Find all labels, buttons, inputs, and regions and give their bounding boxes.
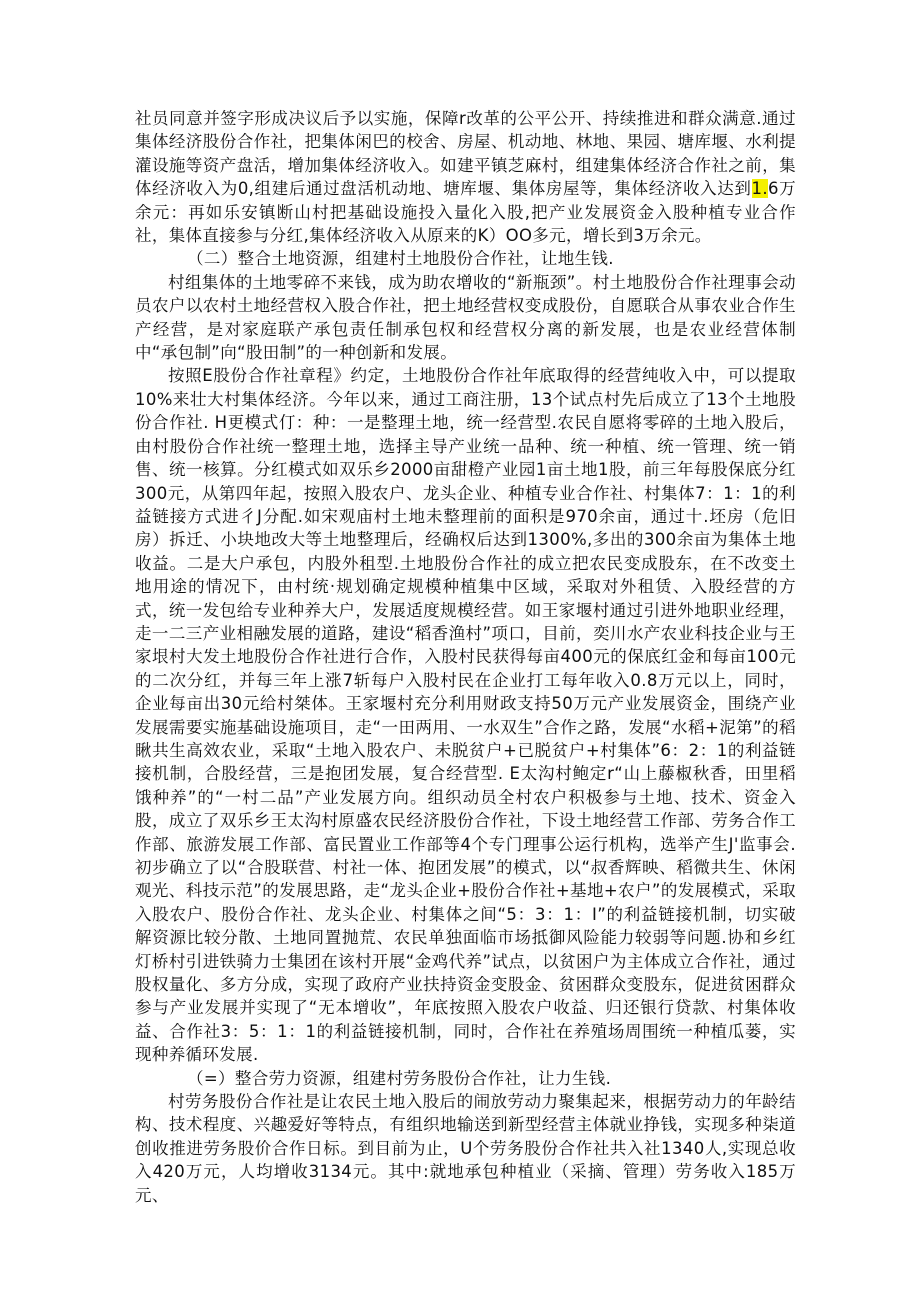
paragraph-3: 按照E股份合作社章程》约定，土地股份合作社年底取得的经营纯收入中，可以提取10%来壮大村集体经济。今年以来，通过工商注册，13个试点村先后成立了13个土地股份合作社. H更模式仃：种：一是整理土地，统一经营型.农民自愿将零碎的土地入股后，由村股份合作社统一整理土地，选择主导产业统一品种、统一种植、统一管理、统一销售、统一核算。分红模式如双乐乡2000亩甜橙产业园1亩土地1股，前三年每股保底分红300元，从第四年起，按照入股农户、龙头企业、种植专业合作社、村集体7：1：1的利益链接方式进彳J分配.如宋观庙村土地未整理前的面积是970余亩，通过十.坯房（危旧房）拆迁、小块地改大等土地整理后，经确权后达到1300%,多出的300余亩为集体土地收益。二是大户承包，内股外租型.土地股份合作社的成立把农民变成股东，在不改变土地用途的情况下，由村统·规划确定规模种植集中区域，采取对外租赁、入股经营的方式，统一发包给专业种养大户，发展适度规模经营。如王家堰村通过引进外地职业经理，走一二三产业相融发展的道路，建设“稻香渔村”项口，目前，奕川水产农业科技企业与王家垠村大发土地股份合作社进行合作，入股村民获得每亩400元的保底红金和每亩100元的二次分红，并每三年上涨7斩每户入股村民在企业打工每年收入0.8万元以上，同时，企业每亩出30元给村桀体。王家堰村充分利用财政支持50万元产业发展资金，围绕产业发展需要实施基础设施项目，走“一田两用、一水双生”合作之路，发展“水稻+泥第”的稻瞅共生高效农业，采取“土地入股农户、未脱贫户+已脱贫户+村集体”6：2：1的利益链接机制，合股经营，三是抱团发展，复合经营型. E太沟村鲍定r“山上藤椒秋香，田里稻饿种养”的“一村二品”产业发展方向。组织动员全村农户积极参与土地、技术、资金入股，成立了双乐乡王太沟村原盛农民经济股份合作社，下设土地经营工作部、劳务合作工作部、旅游发展工作部、富民置业工作部等4个专门理事公运行机构，选举产生J'监事会.初步确立了以“合股联营、村社一体、抱团发展”的模式，以“叔香辉映、稻微共生、休闲观光、科技示范”的发展思路，走“龙头企业+股份合作社+基地+农户”的发展模式，采取入股农户、股份合作社、龙头企业、村集体之间“5：3：1：I”的利益链接机制，切实破解资源比较分散、土地同置抛荒、农民单独面临市场抵御风险能力较弱等问题.协和乡红灯桥村引进铁骑力士集团在该村开展“金鸡代养”试点，以贫困户为主体成立合作社，通过股权量化、多方分成，实现了政府产业扶持资金变股金、贫困群众变股东，促进贫困群众参与产业发展并实现了“无本增收”，年底按照入股农户收益、归还银行贷款、村集体收益、合作社3：5：1：1的利益链接机制，同时，合作社在养殖场周围统一种植瓜蒌，实现种养循环发展. xyxy=(135,366,796,1065)
paragraph-1 xyxy=(135,107,796,247)
paragraph-1-text-b: 6万余元：再如乐安镇断山村把基础设施投入量化入股,把产业发展资金入股种植专业合作社，集体直接参与分红,集体经济收入从原来的K）OO多元，增长到3万余元。 xyxy=(135,179,796,246)
paragraph-4: 村劳务股份合作社是让农民土地入股后的闹放劳动力聚集起来，根据劳动力的年龄结构、技术程度、兴趣爱好等特点，有组织地输送到新型经营主体就业挣钱，实现多种柒道创收推进劳务股价合作日标。到目前为止，U个劳务股份合作社共入社1340人,实现总收入420万元，人均增收3134元。其中:就地承包种植业（采摘、管理）劳务收入185万元、 xyxy=(135,1092,796,1205)
paragraph-1-text-a: 社员同意并签字形成决议后予以实施，保障r改革的公平公开、持续推进和群众满意.通过集体经济股份合作社，把集体闲巴的校舍、房屋、机动地、林地、果园、塘库堰、水利提灌设施等资产盘活，增加集体经济收入。如建平镇芝麻村，组建集体经济合作社之前，集体经济收入为0,组建后通过盘活机动地、塘库堰、集体房屋等，集体经济收入达到 xyxy=(135,109,796,199)
section-heading-labor: （=）整合劳力资源，组建村劳务股份合作社，让力生钱. xyxy=(187,1068,612,1088)
highlighted-text: 1. xyxy=(751,179,768,199)
document-page xyxy=(135,107,796,1207)
paragraph-2: 村组集体的土地零碎不来钱，成为助农增收的“新瓶颈”。村土地股份合作社理事会动员农户以农村土地经营权入股合作社，把土地经营权变成股份，自愿联合从事农业合作生产经营，是对家庭联产承包责任制承包权和经营权分离的新发展，也是农业经营体制中“承包制”向“股田制”的一种创新和发展。 xyxy=(135,272,796,363)
section-heading-land: （二）整合土地资源，组建村土地股份合作社，让地生钱. xyxy=(187,249,614,269)
